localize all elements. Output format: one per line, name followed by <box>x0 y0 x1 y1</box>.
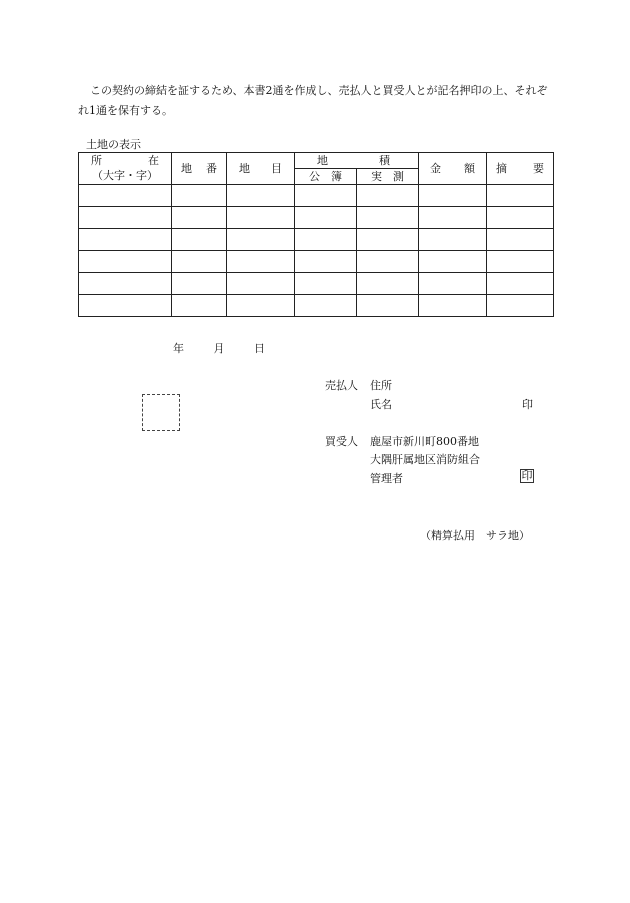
buyer-manager-label: 管理者 <box>370 472 403 485</box>
table-cell <box>227 207 295 229</box>
header-registered-char2: 簿 <box>331 169 342 183</box>
buyer-address: 鹿屋市新川町800番地 <box>370 435 479 448</box>
intro-paragraph: この契約の締結を証するため、本書2通を作成し、売払人と買受人とが記名押印の上、それぞれ1通を保有する。 <box>78 84 548 117</box>
header-remarks-char1: 摘 <box>496 161 507 175</box>
table-cell <box>227 273 295 295</box>
table-cell <box>419 295 487 317</box>
table-cell <box>357 273 419 295</box>
table-cell <box>172 229 227 251</box>
header-land-category <box>227 153 295 185</box>
table-cell <box>227 295 295 317</box>
header-area <box>295 153 419 169</box>
table-cell <box>295 229 357 251</box>
table-cell <box>172 185 227 207</box>
table-cell <box>172 273 227 295</box>
table-cell <box>487 295 554 317</box>
date-day: 日 <box>254 342 265 355</box>
header-category-char1: 地 <box>239 161 250 175</box>
header-lot-number <box>172 153 227 185</box>
header-measured-char1: 実 <box>371 169 382 183</box>
header-location-sub: （大字・字） <box>79 169 172 185</box>
header-location <box>79 153 172 169</box>
land-table-caption: 土地の表示 <box>86 138 141 151</box>
table-cell <box>357 185 419 207</box>
header-registered-char1: 公 <box>309 169 320 183</box>
revenue-stamp-box <box>142 394 180 431</box>
table-cell <box>487 251 554 273</box>
table-cell <box>79 273 172 295</box>
header-area-char1: 地 <box>317 153 328 167</box>
header-area-registered <box>295 169 357 185</box>
header-lot-char2: 番 <box>206 161 217 175</box>
table-row <box>79 295 554 317</box>
table-cell <box>487 207 554 229</box>
land-table <box>78 152 554 317</box>
table-cell <box>79 251 172 273</box>
header-amount-char2: 額 <box>464 161 475 175</box>
table-cell <box>295 207 357 229</box>
table-row <box>79 229 554 251</box>
table-cell <box>227 185 295 207</box>
header-lot-char1: 地 <box>181 161 192 175</box>
table-cell <box>79 207 172 229</box>
table-cell <box>79 185 172 207</box>
date-line <box>173 340 291 356</box>
header-measured-char2: 測 <box>393 169 404 183</box>
header-amount <box>419 153 487 185</box>
table-cell <box>227 251 295 273</box>
table-cell <box>357 295 419 317</box>
header-remarks-char2: 要 <box>533 161 544 175</box>
table-row <box>79 207 554 229</box>
table-cell <box>487 229 554 251</box>
table-cell <box>357 251 419 273</box>
table-row <box>79 273 554 295</box>
table-cell <box>295 251 357 273</box>
table-cell <box>79 295 172 317</box>
table-cell <box>295 273 357 295</box>
table-cell <box>172 251 227 273</box>
table-cell <box>357 229 419 251</box>
seller-name-label: 氏名 <box>370 398 392 411</box>
table-cell <box>357 207 419 229</box>
document-footnote: （精算払用 サラ地） <box>420 529 530 542</box>
header-location-char1: 所 <box>91 153 102 167</box>
table-cell <box>227 229 295 251</box>
table-cell <box>487 273 554 295</box>
table-cell <box>419 229 487 251</box>
date-year: 年 <box>173 342 184 355</box>
seller-seal: 印 <box>522 398 533 411</box>
table-cell <box>172 295 227 317</box>
table-row <box>79 185 554 207</box>
table-cell <box>295 185 357 207</box>
header-amount-char1: 金 <box>430 161 441 175</box>
table-cell <box>419 185 487 207</box>
date-month: 月 <box>213 342 225 355</box>
table-cell <box>172 207 227 229</box>
header-area-char2: 積 <box>379 153 390 167</box>
seller-label: 売払人 <box>325 379 358 392</box>
buyer-organization: 大隅肝属地区消防組合 <box>370 453 480 466</box>
header-category-char2: 目 <box>271 161 282 175</box>
table-row <box>79 251 554 273</box>
header-area-measured <box>357 169 419 185</box>
table-cell <box>79 229 172 251</box>
table-cell <box>295 295 357 317</box>
table-cell <box>487 185 554 207</box>
table-cell <box>419 251 487 273</box>
header-remarks <box>487 153 554 185</box>
buyer-seal: 印 <box>521 469 533 482</box>
buyer-label: 買受人 <box>325 435 358 448</box>
table-cell <box>419 273 487 295</box>
seller-address-label: 住所 <box>370 379 392 392</box>
header-location-char2: 在 <box>148 153 159 167</box>
table-cell <box>419 207 487 229</box>
